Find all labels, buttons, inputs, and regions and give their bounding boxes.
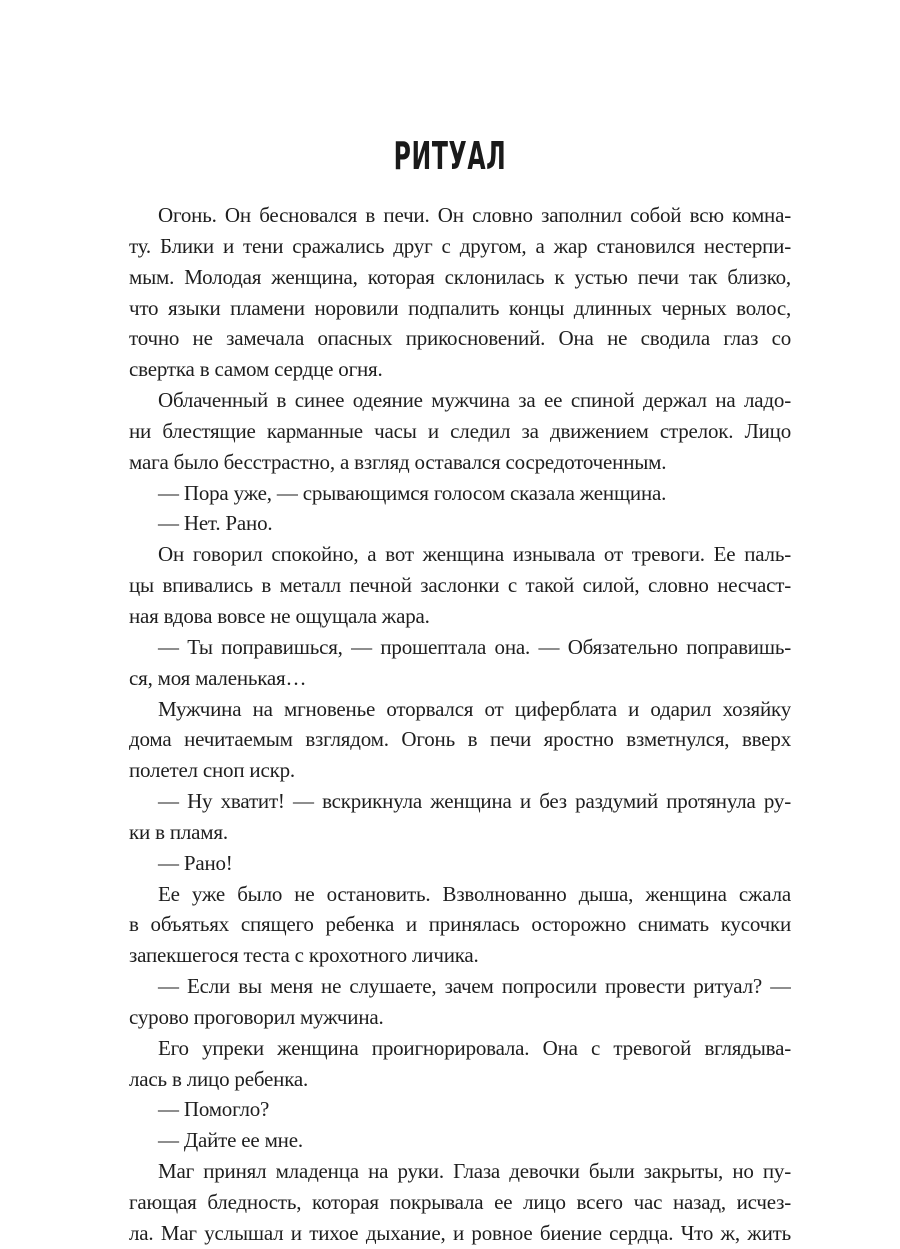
text-line: дома нечитаемым взглядом. Огонь в печи яростно взметнулся, вверх [129,727,791,752]
text-line: что языки пламени норовили подпалить концы длинных черных волос, [129,295,791,320]
text-line: Маг принял младенца на руки. Глаза девочки были закрыты, но пу- [158,1159,791,1184]
text-line: в объятьях спящего ребенка и принялась осторожно снимать кусочки [129,912,791,937]
text-line: — Ну хватит! — вскрикнула женщина и без раздумий протянула ру- [158,789,791,814]
chapter-body [129,200,791,1249]
text-line: гающая бледность, которая покрывала ее лицо всего час назад, исчез- [129,1190,791,1214]
text-line: ту. Блики и тени сражались друг с другом, а жар становился нестерпи- [129,233,791,258]
text-line: ся, моя маленькая… [129,665,307,690]
text-line: ла. Маг услышал и тихое дыхание, и ровное биение сердца. Что ж, жить [129,1220,791,1245]
text-line: лась в лицо ребенка. [129,1066,309,1091]
text-line: — Нет. Рано. [158,511,273,536]
text-line: Ее уже было не остановить. Взволнованно дыша, женщина сжала [158,881,791,906]
text-line: сурово проговорил мужчина. [129,1004,384,1029]
text-line: мым. Молодая женщина, которая склонилась к устью печи так близко, [129,264,791,289]
text-line: Огонь. Он бесновался в печи. Он словно заполнил собой всю комна- [158,203,791,227]
text-line: Облаченный в синее одеяние мужчина за ее спиной держал на ладо- [158,388,791,413]
text-line: запекшегося теста с крохотного личика. [129,943,479,968]
text-line: Его упреки женщина проигнорировала. Она с тревогой вглядыва- [158,1035,791,1060]
text-line: — Рано! [158,850,233,875]
text-line: Мужчина на мгновенье оторвался от циферблата и одарил хозяйку [158,696,791,721]
text-line: ная вдова вовсе не ощущала жара. [129,603,430,628]
text-line: цы впивались в металл печной заслонки с такой силой, словно несчаст- [129,573,791,598]
text-line: — Если вы меня не слушаете, зачем попросили провести ритуал? — [158,974,791,999]
text-line: ни блестящие карманные часы и следил за движением стрелок. Лицо [129,418,791,443]
text-line: полетел сноп искр. [129,758,295,783]
text-line: свертка в самом сердце огня. [129,357,383,382]
text-line: — Пора уже, — срывающимся голосом сказала женщина. [158,480,667,505]
text-line: Он говорил спокойно, а вот женщина изнывала от тревоги. Ее паль- [158,542,791,567]
text-line: — Помогло? [158,1097,270,1122]
text-line: — Дайте ее мне. [158,1128,303,1153]
chapter-title: РИТУАЛ [393,134,507,178]
text-line: мага было бесстрастно, а взгляд оставался сосредоточенным. [129,449,667,474]
text-line: точно не замечала опасных прикосновений. Она не сводила глаз со [129,326,791,351]
text-line: — Ты поправишься, — прошептала она. — Обязательно поправишь- [158,634,791,659]
text-line: ки в пламя. [129,819,228,844]
